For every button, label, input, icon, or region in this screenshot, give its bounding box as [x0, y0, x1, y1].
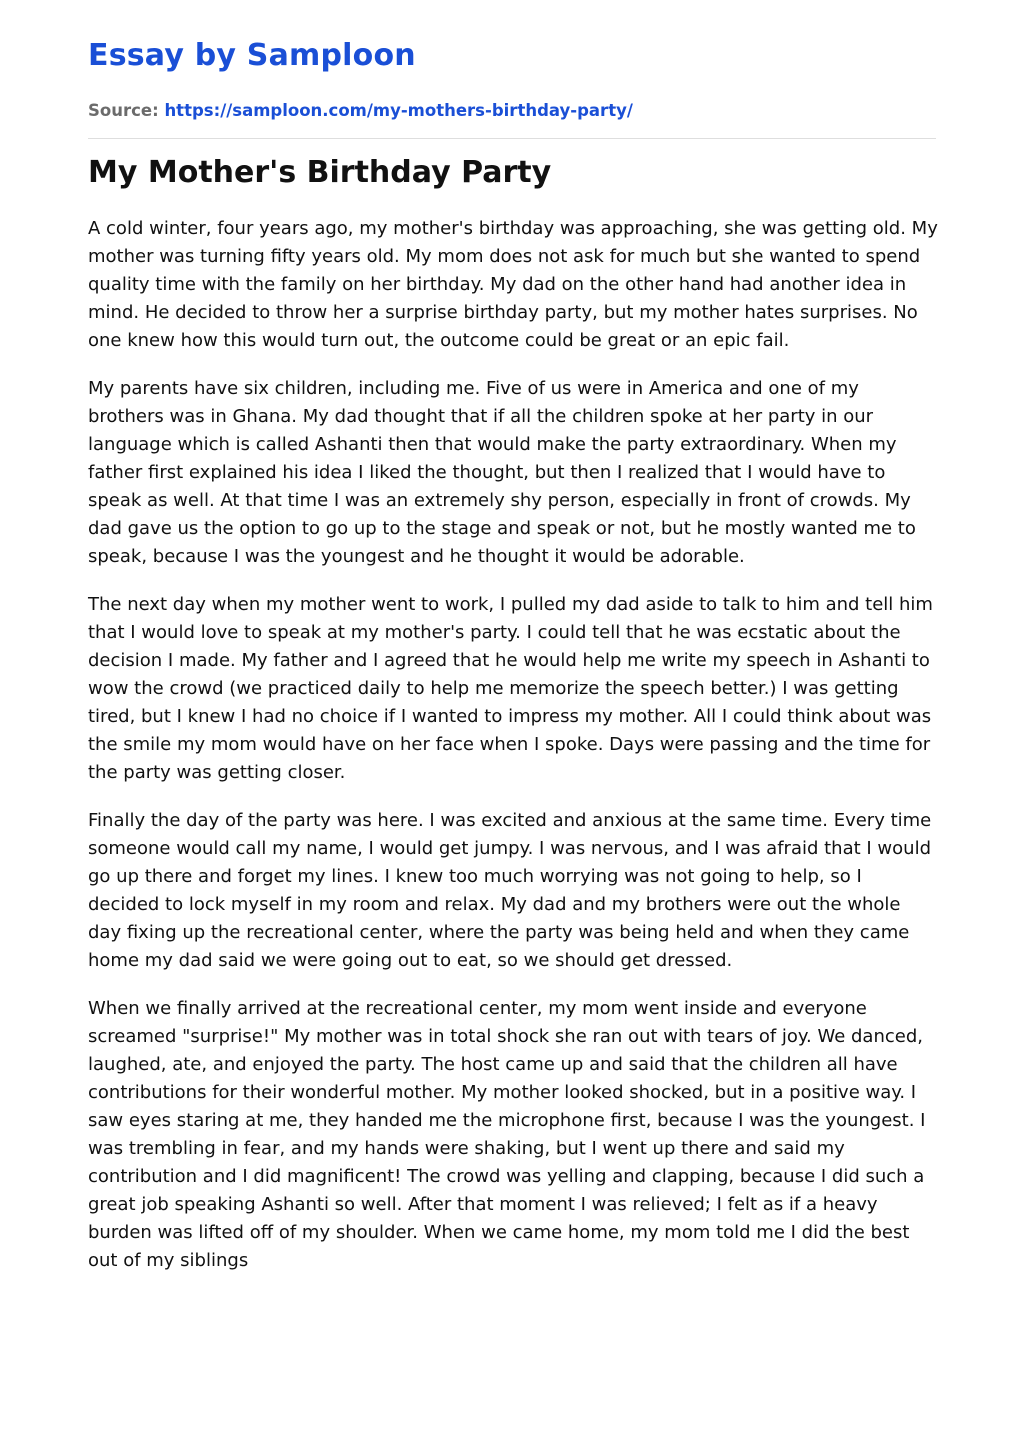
essay-paragraph-5: When we finally arrived at the recreational center, my mom went inside and everyone screamed "surprise!" My mother was in total shock she ran out with tears of joy. We danced, laughed, ate, and enjoyed the party. The host came up and said that the children all have contributions for their wonderful mother. My mother looked shocked, but in a positive way. I saw eyes staring at me, they handed me the microphone first, because I was the youngest. I was trembling in fear, and my hands were shaking, but I went up there and said my contribution and I did magnificent! The crowd was yelling and clapping, because I did such a great job speaking Ashanti so well. After that moment I was relieved; I felt as if a heavy burden was lifted off of my shoulder. When we came home, my mom told me I did the best out of my siblings — [88, 998, 926, 1271]
header-divider — [88, 138, 936, 139]
source-line — [88, 100, 938, 122]
source-link[interactable]: https://samploon.com/my-mothers-birthday-party/ — [164, 101, 633, 120]
essay-paragraph-2: My parents have six children, including me. Five of us were in America and one of my brothers was in Ghana. My dad thought that if all the children spoke at her party in our language which is called Ashanti then that would make the party extraordinary. When my father first explained his idea I liked the thought, but then I realized that I would have to speak as well. At that time I was an extremely shy person, especially in front of crowds. My dad gave us the option to go up to the stage and speak or not, but he mostly wanted me to speak, because I was the youngest and he thought it would be adorable. — [88, 378, 916, 567]
essay-paragraph-4: Finally the day of the party was here. I was excited and anxious at the same time. Every time someone would call my name, I would get jumpy. I was nervous, and I was afraid that I would go up there and forget my lines. I knew too much worrying was not going to help, so I decided to lock myself in my room and relax. My dad and my brothers were out the whole day fixing up the recreational center, where the party was being held and when they came home my dad said we were going out to eat, so we should get dressed. — [88, 810, 932, 971]
site-brand-title: Essay by Samploon — [88, 38, 416, 73]
essay-paragraph-3: The next day when my mother went to work, I pulled my dad aside to talk to him and tell him that I would love to speak at my mother's party. I could tell that he was ecstatic about the decision I made. My father and I agreed that he would help me write my speech in Ashanti to wow the crowd (we practiced daily to help me memorize the speech better.) I was getting tired, but I knew I had no choice if I wanted to impress my mother. All I could think about was the smile my mom would have on her face when I spoke. Days were passing and the time for the party was getting closer. — [88, 594, 933, 783]
essay-title: My Mother's Birthday Party — [88, 155, 552, 190]
essay-paragraph-1: A cold winter, four years ago, my mother's birthday was approaching, she was getting old. My mother was turning fifty years old. My mom does not ask for much but she wanted to spend quality time with the family on her birthday. My dad on the other hand had another idea in mind. He decided to throw her a surprise birthday party, but my mother hates surprises. No one knew how this would turn out, the outcome could be great or an epic fail. — [88, 218, 938, 351]
essay-body — [88, 215, 938, 1275]
source-label: Source: — [88, 101, 159, 120]
essay-page — [88, 36, 938, 1295]
